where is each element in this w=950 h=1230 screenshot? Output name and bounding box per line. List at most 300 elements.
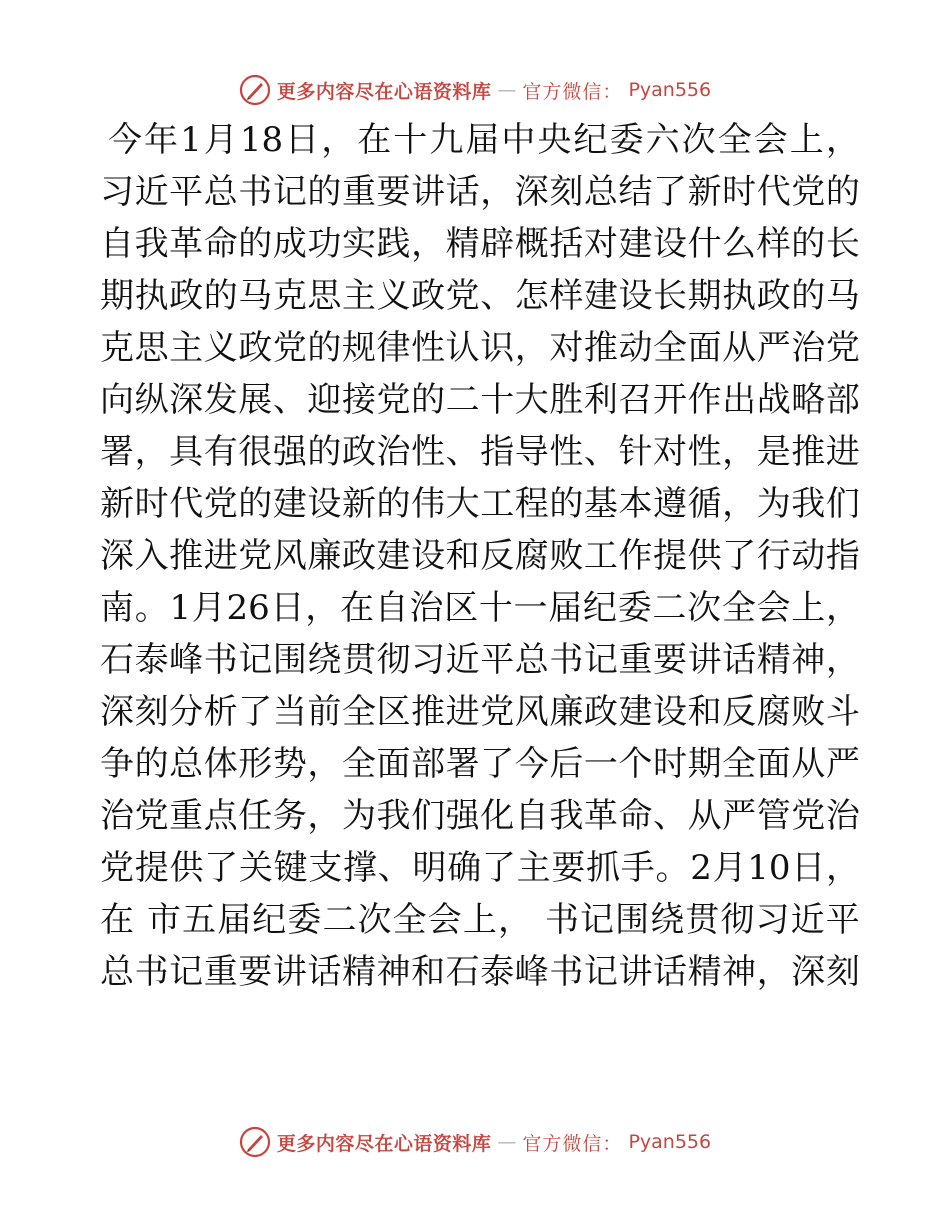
text-glyph: 克 (272, 276, 307, 316)
text-glyph: 指 (480, 432, 515, 472)
text-glyph: 建 (376, 536, 411, 576)
footer-watermark (0, 1122, 950, 1162)
text-glyph: 什 (687, 224, 722, 264)
text-glyph: 自 (100, 224, 134, 264)
text-glyph: 月 (191, 588, 226, 628)
text-glyph: 书 (203, 640, 238, 680)
text-glyph: 书 (544, 900, 579, 940)
text-glyph: 推 (583, 328, 618, 368)
text-glyph: 风 (514, 692, 549, 732)
text-glyph: 我 (376, 796, 411, 836)
text-glyph: 2 (690, 848, 712, 888)
text-glyph: 律 (376, 328, 411, 368)
text-glyph: 抓 (586, 848, 621, 888)
watermark-wechat-id: Pyan556 (628, 1131, 712, 1153)
text-glyph: 性 (549, 432, 584, 472)
text-glyph: 面 (756, 744, 791, 784)
text-glyph: 讲 (411, 172, 446, 212)
text-glyph: 部 (825, 380, 860, 420)
text-glyph: 期 (687, 744, 722, 784)
text-glyph: 期 (687, 276, 722, 316)
text-glyph: 神 (791, 640, 826, 680)
text-glyph: 署 (445, 744, 480, 784)
text-glyph: 供 (169, 848, 204, 888)
text-glyph: 主 (169, 328, 204, 368)
text-glyph: 风 (272, 536, 307, 576)
text-line (100, 738, 860, 790)
text-glyph: 战 (756, 380, 791, 420)
watermark-official-label: 官方微信： (522, 80, 623, 103)
text-glyph: 刻 (825, 952, 860, 992)
text-glyph: 执 (722, 276, 757, 316)
text-glyph: 近 (445, 640, 480, 680)
text-glyph: 二 (445, 380, 480, 420)
text-glyph: 深 (791, 952, 826, 992)
text-glyph: 反 (722, 692, 757, 732)
text-glyph: 前 (307, 692, 342, 732)
text-glyph: 届 (217, 900, 252, 940)
text-glyph: 了 (722, 536, 757, 576)
text-glyph: 政 (238, 328, 273, 368)
text-glyph: 时 (653, 744, 687, 784)
text-glyph: 平 (480, 640, 515, 680)
text-glyph: 党 (480, 692, 515, 732)
text-glyph: 我 (134, 224, 169, 264)
text-glyph: 的 (238, 484, 273, 524)
text-line (100, 634, 860, 686)
text-line (100, 218, 860, 270)
text-glyph: 会 (427, 900, 462, 940)
text-glyph: 、 (445, 432, 480, 472)
text-glyph: 指 (825, 536, 860, 576)
text-glyph: 一 (513, 588, 548, 628)
text-glyph: 十 (480, 380, 515, 420)
text-glyph: 践 (376, 224, 411, 264)
text-glyph: 建 (583, 276, 618, 316)
text-line (100, 894, 860, 946)
text-line (100, 374, 860, 426)
text-glyph: 委 (609, 120, 644, 160)
text-glyph: 主 (341, 276, 376, 316)
text-glyph: 神 (722, 952, 757, 992)
text-glyph: 政 (411, 276, 446, 316)
watermark-official-label: 官方微信： (522, 1132, 623, 1155)
text-glyph: 总 (583, 172, 618, 212)
text-glyph: 对 (583, 224, 618, 264)
text-glyph: 执 (134, 276, 169, 316)
text-glyph: 入 (134, 536, 169, 576)
text-glyph: 纪 (252, 900, 287, 940)
text-glyph: 的 (134, 744, 169, 784)
text-glyph: 习 (411, 640, 446, 680)
text-glyph: ， (321, 120, 356, 160)
text-glyph: 大 (514, 380, 549, 420)
text-glyph: 代 (756, 172, 791, 212)
text-glyph: 贯 (685, 900, 720, 940)
text-glyph: 26 (226, 588, 270, 628)
text-glyph: 样 (756, 224, 791, 264)
text-glyph: 上 (791, 588, 826, 628)
text-glyph: 党 (376, 380, 411, 420)
text-glyph: 形 (238, 744, 273, 784)
text-glyph: 向 (100, 380, 134, 420)
text-glyph: 月 (203, 120, 238, 160)
text-glyph: 个 (618, 744, 653, 784)
text-glyph: 的 (825, 172, 860, 212)
text-glyph: 记 (583, 952, 618, 992)
text-glyph: 区 (444, 588, 479, 628)
text-glyph: 全 (392, 900, 427, 940)
text-glyph: 次 (357, 900, 392, 940)
text-glyph: 了 (238, 692, 273, 732)
text-glyph: 自 (374, 588, 409, 628)
text-glyph: 和 (687, 692, 722, 732)
text-glyph: 的 (411, 380, 446, 420)
text-glyph: 进 (203, 536, 238, 576)
text-glyph: 任 (238, 796, 273, 836)
text-glyph: 概 (514, 224, 549, 264)
text-glyph: 性 (411, 432, 446, 472)
text-glyph: 很 (238, 432, 273, 472)
text-glyph: 点 (203, 796, 238, 836)
text-glyph: 怎 (514, 276, 549, 316)
text-glyph: 次 (687, 588, 722, 628)
text-glyph: 撑 (343, 848, 378, 888)
text-glyph: 届 (465, 120, 500, 160)
text-glyph: 建 (618, 692, 653, 732)
text-glyph: 对 (549, 328, 584, 368)
text-glyph: 要 (376, 172, 411, 212)
text-glyph: 严 (756, 328, 791, 368)
text-glyph: 在 (357, 120, 392, 160)
text-glyph: 新 (100, 484, 134, 524)
text-glyph: ， (514, 328, 549, 368)
watermark-dash: — (497, 79, 517, 101)
text-glyph: 进 (445, 692, 480, 732)
text-glyph: 长 (653, 276, 687, 316)
text-glyph: 绕 (307, 640, 342, 680)
text-glyph: 深 (169, 380, 204, 420)
text-glyph: 进 (825, 432, 860, 472)
text-glyph: 关 (238, 848, 273, 888)
text-glyph: 势 (272, 744, 307, 784)
text-glyph: 二 (322, 900, 357, 940)
text-glyph: 五 (182, 900, 217, 940)
text-glyph: 支 (308, 848, 343, 888)
text-glyph: 的 (307, 432, 342, 472)
text-glyph: 话 (445, 172, 480, 212)
text-glyph: 近 (134, 172, 169, 212)
text-glyph: 政 (341, 536, 376, 576)
text-glyph: 提 (653, 536, 687, 576)
header-watermark (0, 70, 950, 110)
text-glyph: 体 (203, 744, 238, 784)
text-glyph: 强 (445, 796, 480, 836)
text-glyph: 十 (393, 120, 428, 160)
text-glyph: 习 (100, 172, 134, 212)
text-glyph: 总 (169, 744, 204, 784)
text-glyph: 中 (501, 120, 536, 160)
text-glyph: 键 (273, 848, 308, 888)
text-glyph: 18 (239, 120, 284, 160)
text-glyph: 精 (445, 224, 480, 264)
text-glyph: 我 (791, 484, 826, 524)
text-glyph: 治 (409, 588, 444, 628)
text-glyph: 发 (203, 380, 238, 420)
text-glyph: 克 (100, 328, 134, 368)
text-glyph: 区 (376, 692, 411, 732)
text-glyph: 、 (653, 796, 687, 836)
text-glyph: ， (825, 120, 860, 160)
text-glyph: 深 (100, 692, 134, 732)
text-glyph: 在 (100, 900, 134, 940)
text-glyph: 平 (825, 900, 860, 940)
text-glyph: 为 (756, 484, 791, 524)
text-glyph: 行 (756, 536, 791, 576)
text-glyph: 析 (203, 692, 238, 732)
text-glyph: 、 (583, 432, 618, 472)
text-glyph: 总 (514, 640, 549, 680)
text-glyph: 党 (791, 172, 826, 212)
text-glyph: 绕 (650, 900, 685, 940)
text-glyph: 动 (618, 328, 653, 368)
text-glyph: 革 (583, 796, 618, 836)
text-glyph: 今 (514, 744, 549, 784)
text-glyph: 利 (583, 380, 618, 420)
text-glyph: 石 (100, 640, 134, 680)
text-glyph: 动 (791, 536, 826, 576)
text-glyph: 略 (791, 380, 826, 420)
text-glyph: 政 (583, 692, 618, 732)
text-glyph: 作 (687, 380, 722, 420)
text-glyph: 规 (341, 328, 376, 368)
text-glyph: 命 (618, 796, 653, 836)
text-glyph: 石 (445, 952, 480, 992)
text-glyph: 自 (514, 796, 549, 836)
text-glyph: 义 (376, 276, 411, 316)
text-glyph: 习 (755, 900, 790, 940)
text-glyph: 围 (615, 900, 650, 940)
text-glyph: 讲 (618, 952, 653, 992)
text-glyph: 央 (537, 120, 572, 160)
text-glyph: 接 (341, 380, 376, 420)
text-glyph: 党 (445, 276, 480, 316)
text-glyph: 从 (722, 328, 757, 368)
text-glyph: 、 (272, 380, 307, 420)
text-glyph: 精 (341, 952, 376, 992)
text-glyph: 廉 (549, 692, 584, 732)
quill-logo-icon (239, 74, 271, 106)
text-glyph: 严 (722, 796, 757, 836)
text-glyph: 务 (272, 796, 307, 836)
text-glyph: 精 (756, 640, 791, 680)
text-glyph: 思 (134, 328, 169, 368)
text-glyph: 重 (618, 640, 653, 680)
text-line (100, 946, 860, 998)
text-glyph: 面 (687, 328, 722, 368)
text-glyph: 功 (307, 224, 342, 264)
text-glyph: 二 (652, 588, 687, 628)
text-glyph: 的 (791, 224, 826, 264)
text-glyph: 总 (203, 172, 238, 212)
text-line (100, 114, 860, 166)
text-glyph: 、 (480, 276, 515, 316)
text-glyph: 书 (549, 640, 584, 680)
text-glyph: ， (826, 588, 860, 628)
text-glyph: 平 (169, 172, 204, 212)
text-glyph: 话 (307, 952, 342, 992)
text-glyph: 工 (480, 484, 515, 524)
text-glyph: 我 (549, 796, 584, 836)
text-glyph: 明 (412, 848, 447, 888)
text-glyph: 记 (169, 952, 204, 992)
text-glyph: 后 (549, 744, 584, 784)
text-glyph: 革 (169, 224, 204, 264)
text-line (100, 166, 860, 218)
text-glyph: 推 (169, 536, 204, 576)
text-glyph: 分 (169, 692, 204, 732)
text-glyph: ， (134, 432, 169, 472)
text-glyph: 次 (681, 120, 716, 160)
text-glyph: 会 (753, 120, 788, 160)
text-glyph: 。 (134, 588, 169, 628)
text-glyph: 要 (238, 952, 273, 992)
text-glyph: 署 (100, 432, 134, 472)
text-glyph: 召 (618, 380, 653, 420)
text-glyph: 了 (653, 172, 687, 212)
text-glyph: 当 (272, 692, 307, 732)
text-glyph: 刻 (134, 692, 169, 732)
text-glyph: 的 (238, 224, 273, 264)
text-glyph: 记 (272, 172, 307, 212)
text-glyph: 新 (687, 172, 722, 212)
text-glyph: 设 (653, 224, 687, 264)
text-glyph: 年 (144, 120, 179, 160)
text-glyph: 争 (100, 744, 134, 784)
text-glyph: 政 (341, 432, 376, 472)
text-glyph: 书 (134, 952, 169, 992)
text-glyph: ， (307, 744, 342, 784)
text-glyph: 有 (203, 432, 238, 472)
text-glyph: 新 (341, 484, 376, 524)
text-glyph: 严 (825, 744, 860, 784)
text-glyph: 建 (272, 484, 307, 524)
text-glyph: 要 (653, 640, 687, 680)
text-glyph: 峰 (514, 952, 549, 992)
text-glyph: 治 (825, 796, 860, 836)
text-glyph: 纵 (134, 380, 169, 420)
text-glyph: 10 (747, 848, 791, 888)
text-line (100, 530, 860, 582)
text-glyph: ， (756, 952, 791, 992)
text-glyph: 峰 (169, 640, 204, 680)
text-glyph: 了 (204, 848, 239, 888)
text-glyph: 治 (791, 328, 826, 368)
text-glyph: 的 (549, 484, 584, 524)
text-line (100, 426, 860, 478)
text-line (100, 790, 860, 842)
text-glyph: 记 (583, 640, 618, 680)
text-glyph: 作 (618, 536, 653, 576)
text-glyph: 全 (722, 744, 757, 784)
text-glyph: 基 (583, 484, 618, 524)
text-glyph: 确 (447, 848, 482, 888)
text-glyph: 委 (617, 588, 652, 628)
text-glyph: 时 (722, 172, 757, 212)
document-body (100, 114, 860, 998)
text-glyph: 们 (825, 484, 860, 524)
text-glyph: 主 (516, 848, 551, 888)
text-glyph: 话 (722, 640, 757, 680)
text-glyph: 精 (687, 952, 722, 992)
text-line (100, 842, 860, 894)
text-glyph: 日 (285, 120, 320, 160)
watermark-wechat-id: Pyan556 (628, 79, 712, 101)
text-glyph: 话 (653, 952, 687, 992)
text-glyph: 今 (108, 120, 142, 160)
text-glyph: ， (305, 588, 340, 628)
text-glyph: 时 (134, 484, 169, 524)
text-glyph: 的 (307, 172, 342, 212)
text-glyph: ， (722, 432, 757, 472)
text-glyph: 出 (722, 380, 757, 420)
text-glyph: 的 (203, 276, 238, 316)
text-glyph: 推 (411, 692, 446, 732)
text-glyph: 记 (238, 640, 273, 680)
text-glyph: 建 (618, 224, 653, 264)
text-glyph: 伟 (411, 484, 446, 524)
text-glyph: 的 (791, 276, 826, 316)
text-glyph: ， (411, 224, 446, 264)
text-glyph: 要 (551, 848, 586, 888)
text-glyph: 党 (238, 536, 273, 576)
text-glyph: 党 (272, 328, 307, 368)
text-glyph: 具 (169, 432, 204, 472)
text-glyph: 全 (721, 588, 756, 628)
text-glyph: 彻 (720, 900, 755, 940)
text-glyph: 认 (445, 328, 480, 368)
text-glyph: 纪 (582, 588, 617, 628)
text-glyph: 是 (756, 432, 791, 472)
text-glyph: 会 (756, 588, 791, 628)
text-glyph: 围 (272, 640, 307, 680)
text-glyph: 六 (645, 120, 680, 160)
text-glyph: 重 (169, 796, 204, 836)
text-glyph: 胜 (549, 380, 584, 420)
text-glyph: 刻 (549, 172, 584, 212)
text-glyph: 神 (376, 952, 411, 992)
text-line (100, 582, 860, 634)
watermark-brand: 更多内容尽在心语资料库 (276, 80, 492, 103)
text-glyph: 讲 (687, 640, 722, 680)
text-glyph: 纪 (573, 120, 608, 160)
text-glyph: 党 (791, 796, 826, 836)
text-glyph: 市 (147, 900, 181, 940)
text-glyph: 管 (756, 796, 791, 836)
quill-logo-icon (239, 1126, 271, 1158)
text-glyph: 实 (341, 224, 376, 264)
text-glyph: 从 (687, 796, 722, 836)
text-glyph: 马 (825, 276, 860, 316)
text-glyph: 全 (717, 120, 752, 160)
text-line (100, 322, 860, 374)
text-glyph: 一 (583, 744, 618, 784)
text-glyph: ， (497, 900, 532, 940)
text-glyph: 九 (429, 120, 464, 160)
text-glyph: 腐 (514, 536, 549, 576)
text-glyph: 们 (411, 796, 446, 836)
text-glyph: 针 (618, 432, 653, 472)
